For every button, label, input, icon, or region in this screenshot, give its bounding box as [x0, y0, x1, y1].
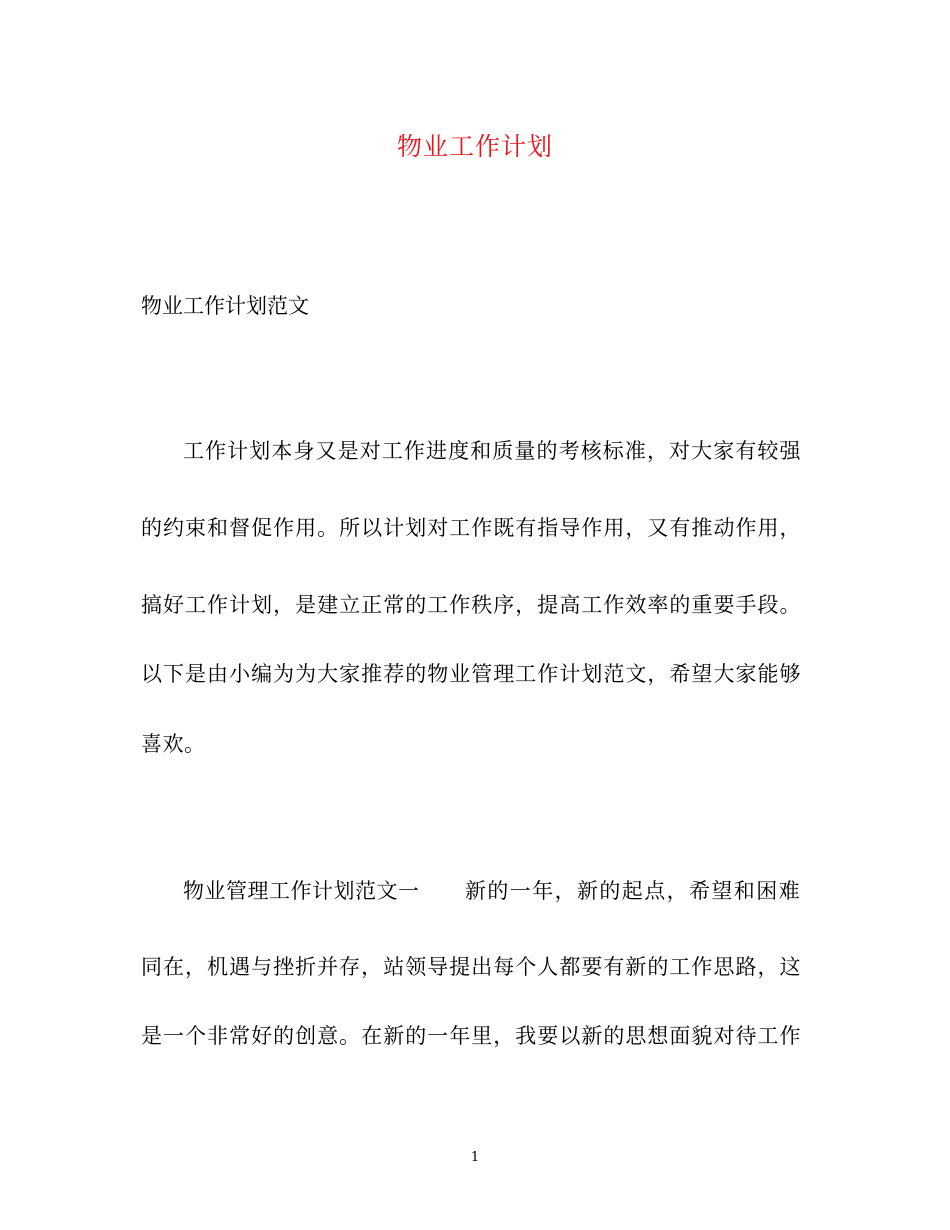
- page-number: 1: [470, 1150, 480, 1165]
- paragraph-2-line-1-text: 新的一年，新的起点，希望和困难: [465, 879, 801, 903]
- paragraph-2-heading: 物业管理工作计划范文一: [183, 879, 420, 903]
- paragraph-1-line-5: 喜欢。: [141, 732, 206, 756]
- paragraph-1-line-4: 以下是由小编为为大家推荐的物业管理工作计划范文，希望大家能够: [141, 662, 801, 686]
- paragraph-1-line-3: 搞好工作计划，是建立正常的工作秩序，提高工作效率的重要手段。: [141, 593, 801, 617]
- paragraph-2-line-2: 同在，机遇与挫折并存，站领导提出每个人都要有新的工作思路，这: [141, 955, 801, 979]
- paragraph-2-line-1: [183, 877, 801, 905]
- paragraph-2-line-3: 是一个非常好的创意。在新的一年里，我要以新的思想面貌对待工作: [141, 1024, 801, 1048]
- paragraph-1-line-2: 的约束和督促作用。所以计划对工作既有指导作用，又有推动作用，: [141, 516, 801, 540]
- document-title: 物业工作计划: [396, 132, 553, 161]
- document-subtitle: 物业工作计划范文: [141, 294, 309, 318]
- paragraph-1-line-1: 工作计划本身又是对工作进度和质量的考核标准，对大家有较强: [183, 439, 801, 463]
